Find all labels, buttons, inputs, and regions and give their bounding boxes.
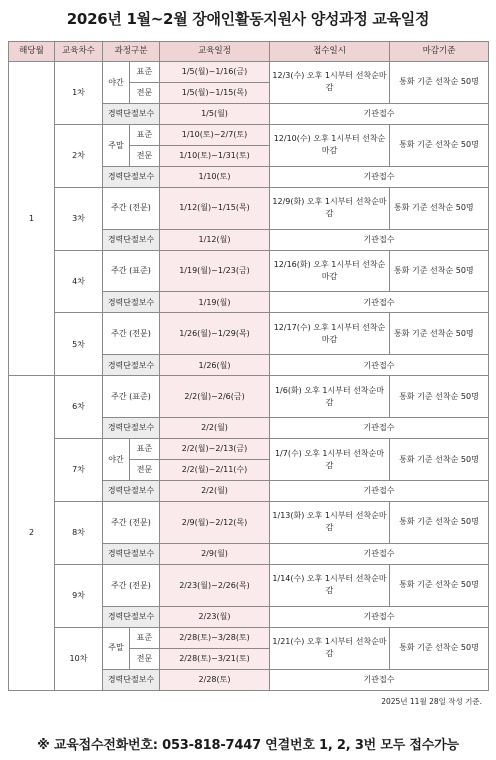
table-row — [9, 627, 489, 648]
registration-info: 1/14(수) 오후 1시부터 선착순마감 — [270, 564, 390, 606]
header-session: 교육차수 — [55, 42, 103, 62]
registration-info: 1/13(화) 오후 1시부터 선착순마감 — [270, 502, 390, 544]
table-row — [9, 187, 489, 208]
schedule-table — [8, 41, 489, 691]
header-registration: 접수일시 — [270, 42, 390, 62]
career-label: 경력단절보수 — [103, 292, 160, 313]
schedule-date: 1/5(월)~1/16(금) — [160, 62, 270, 83]
deadline-info: 통화 기준 선착순 50명 — [390, 250, 489, 292]
career-label: 경력단절보수 — [103, 481, 160, 502]
institution-reception: 기관접수 — [270, 606, 489, 627]
session-number: 3차 — [55, 187, 103, 250]
career-label: 경력단절보수 — [103, 543, 160, 564]
schedule-date: 1/26(월)~1/29(목) — [160, 313, 270, 355]
registration-info: 12/16(화) 오후 1시부터 선착순마감 — [270, 250, 390, 292]
deadline-info: 통화 기준 선착순 50명 — [390, 376, 489, 418]
registration-info: 12/3(수) 오후 1시부터 선착순마감 — [270, 62, 390, 104]
career-date: 2/28(토) — [160, 669, 270, 690]
career-date: 1/5(월) — [160, 103, 270, 124]
schedule-date: 2/2(월)~2/13(금) — [160, 439, 270, 460]
deadline-info: 통화 기준 선착순 50명 — [390, 187, 489, 229]
session-number: 7차 — [55, 439, 103, 502]
schedule-date: 2/2(월)~2/6(금) — [160, 376, 270, 418]
table-row — [9, 313, 489, 334]
course-type: 주말 — [103, 627, 130, 669]
page-title: 2026년 1월~2월 장애인활동지원사 양성과정 교육일정 — [66, 10, 430, 28]
deadline-info: 통화 기준 선착순 50명 — [390, 564, 489, 606]
schedule-date: 2/28(토)~3/28(토) — [160, 627, 270, 648]
course-sub: 전문 — [130, 648, 160, 669]
course-type: 야간 — [103, 62, 130, 104]
deadline-info: 통화 기준 선착순 50명 — [390, 627, 489, 669]
deadline-info: 통화 기준 선착순 50명 — [390, 313, 489, 355]
session-number: 10차 — [55, 627, 103, 690]
registration-info: 1/7(수) 오후 1시부터 선착순마감 — [270, 439, 390, 481]
course-type: 야간 — [103, 439, 130, 481]
course-type: 주간 (전문) — [103, 564, 160, 606]
header-deadline: 마감기준 — [390, 42, 489, 62]
schedule-date: 1/12(월)~1/15(목) — [160, 187, 270, 229]
course-type: 주간 (표준) — [103, 376, 160, 418]
table-row — [9, 250, 489, 271]
session-number: 6차 — [55, 376, 103, 439]
session-number: 9차 — [55, 564, 103, 627]
session-number: 5차 — [55, 313, 103, 376]
career-date: 1/10(토) — [160, 166, 270, 187]
career-date: 1/26(월) — [160, 355, 270, 376]
institution-reception: 기관접수 — [270, 418, 489, 439]
institution-reception: 기관접수 — [270, 481, 489, 502]
month-cell-1: 1 — [9, 62, 55, 376]
career-date: 2/2(월) — [160, 418, 270, 439]
course-sub: 표준 — [130, 62, 160, 83]
institution-reception: 기관접수 — [270, 166, 489, 187]
schedule-date: 2/23(월)~2/26(목) — [160, 564, 270, 606]
career-label: 경력단절보수 — [103, 418, 160, 439]
schedule-date: 2/9(월)~2/12(목) — [160, 502, 270, 544]
registration-info: 1/6(화) 오후 1시부터 선착순마감 — [270, 376, 390, 418]
deadline-info: 통화 기준 선착순 50명 — [390, 502, 489, 544]
institution-reception: 기관접수 — [270, 103, 489, 124]
course-type: 주말 — [103, 124, 130, 166]
career-label: 경력단절보수 — [103, 166, 160, 187]
registration-info: 12/10(수) 오후 1시부터 선착순마감 — [270, 124, 390, 166]
course-type: 주간 (전문) — [103, 313, 160, 355]
career-label: 경력단절보수 — [103, 669, 160, 690]
course-sub: 표준 — [130, 124, 160, 145]
registration-info: 12/17(수) 오후 1시부터 선착순마감 — [270, 313, 390, 355]
course-sub: 표준 — [130, 627, 160, 648]
course-sub: 전문 — [130, 460, 160, 481]
session-number: 1차 — [55, 62, 103, 125]
session-number: 8차 — [55, 502, 103, 565]
course-sub: 전문 — [130, 145, 160, 166]
course-sub: 전문 — [130, 82, 160, 103]
schedule-date: 2/2(월)~2/11(수) — [160, 460, 270, 481]
career-label: 경력단절보수 — [103, 606, 160, 627]
table-header-row — [9, 42, 489, 62]
session-number: 2차 — [55, 124, 103, 187]
schedule-date: 1/10(토)~2/7(토) — [160, 124, 270, 145]
career-date: 2/2(월) — [160, 481, 270, 502]
table-row — [9, 62, 489, 83]
header-month: 해당월 — [9, 42, 55, 62]
course-type: 주간 (표준) — [103, 250, 160, 292]
table-row — [9, 564, 489, 585]
course-type: 주간 (전문) — [103, 187, 160, 229]
header-schedule: 교육일정 — [160, 42, 270, 62]
schedule-date: 1/10(토)~1/31(토) — [160, 145, 270, 166]
table-row — [9, 439, 489, 460]
written-date-note: 2025년 11월 28일 작성 기준. — [381, 697, 482, 706]
career-date: 2/23(월) — [160, 606, 270, 627]
course-type: 주간 (전문) — [103, 502, 160, 544]
deadline-info: 통화 기준 선착순 50명 — [390, 124, 489, 166]
career-label: 경력단절보수 — [103, 229, 160, 250]
institution-reception: 기관접수 — [270, 669, 489, 690]
table-row — [9, 124, 489, 145]
schedule-date: 1/19(월)~1/23(금) — [160, 250, 270, 292]
career-label: 경력단절보수 — [103, 355, 160, 376]
institution-reception: 기관접수 — [270, 229, 489, 250]
schedule-date: 1/5(월)~1/15(목) — [160, 82, 270, 103]
course-sub: 표준 — [130, 439, 160, 460]
deadline-info: 통화 기준 선착순 50명 — [390, 62, 489, 104]
institution-reception: 기관접수 — [270, 355, 489, 376]
institution-reception: 기관접수 — [270, 292, 489, 313]
session-number: 4차 — [55, 250, 103, 313]
table-row — [9, 376, 489, 397]
career-label: 경력단절보수 — [103, 103, 160, 124]
header-course-type: 과정구분 — [103, 42, 160, 62]
month-cell-2: 2 — [9, 376, 55, 691]
registration-info: 12/9(화) 오후 1시부터 선착순마감 — [270, 187, 390, 229]
career-date: 1/19(월) — [160, 292, 270, 313]
career-date: 1/12(월) — [160, 229, 270, 250]
table-row — [9, 502, 489, 523]
schedule-date: 2/28(토)~3/21(토) — [160, 648, 270, 669]
deadline-info: 통화 기준 선착순 50명 — [390, 439, 489, 481]
phone-notice: ※ 교육접수전화번호: 053-818-7447 연결번호 1, 2, 3번 모두 접수가능 — [37, 738, 459, 753]
registration-info: 1/21(수) 오후 1시부터 선착순마감 — [270, 627, 390, 669]
institution-reception: 기관접수 — [270, 543, 489, 564]
career-date: 2/9(월) — [160, 543, 270, 564]
